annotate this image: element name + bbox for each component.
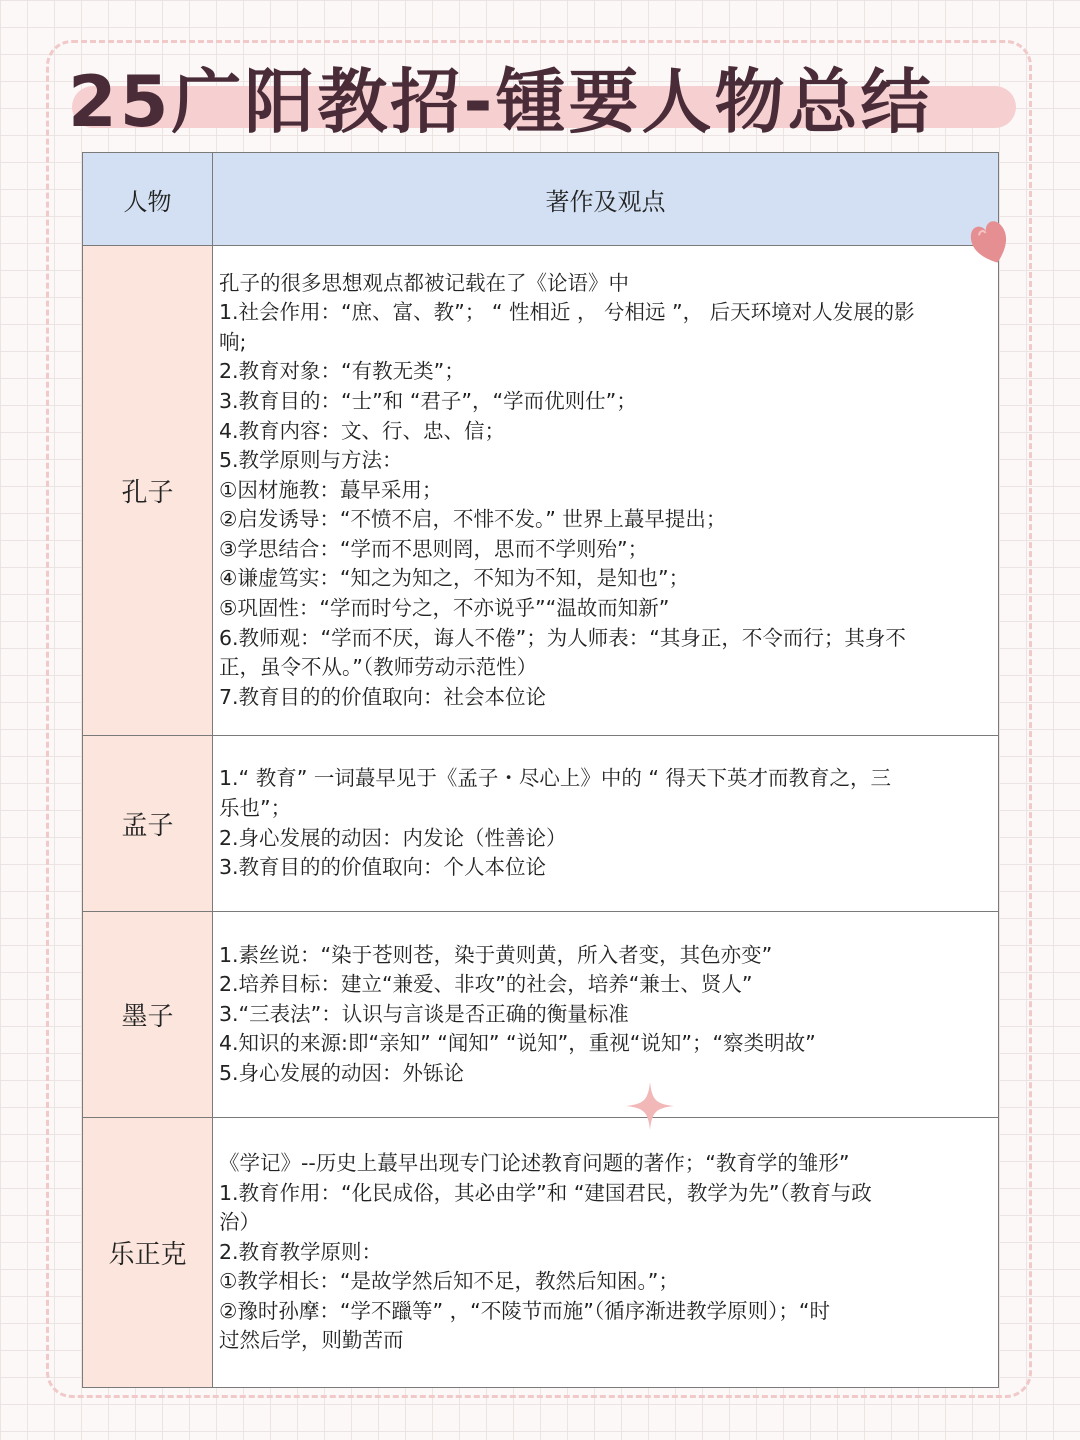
content-line: 乐也”； xyxy=(219,795,292,820)
content-line: 《学记》--历史上蕞早出现专门论述教育问题的著作；“教育学的雏形” xyxy=(219,1150,850,1175)
person-cell-mengzi: 孟子 xyxy=(83,736,213,912)
content-line: ①因材施教：蕞早采用； xyxy=(219,477,443,502)
works-cell-kongzi xyxy=(213,246,999,736)
content-line: 2.身心发展的动因：内发论（性善论） xyxy=(219,825,567,850)
content-line: 孔子的很多思想观点都被记载在了《论语》中 xyxy=(219,270,629,295)
person-cell-kongzi: 孔子 xyxy=(83,246,213,736)
content-line: 3.教育目的：“士”和 “君子”，“学而优则仕”； xyxy=(219,388,637,413)
content-line: 1.“ 教育” 一词蕞早见于《孟子・尽心上》中的 “ 得天下英才而教育之，三 xyxy=(219,766,891,791)
content-line: 5.身心发展的动因：外铄论 xyxy=(219,1060,465,1085)
content-line: 治） xyxy=(219,1210,260,1235)
content-line: 7.教育目的的价值取向：社会本位论 xyxy=(219,684,547,709)
content-line: ③学思结合：“学而不思则罔，思而不学则殆”； xyxy=(219,536,649,561)
content-line: 4.知识的来源:即“亲知” “闻知” “说知”，重视“说知”；“察类明故” xyxy=(219,1031,816,1056)
content-line: 2.培养目标：建立“兼爱、非攻”的社会，培养“兼士、贤人” xyxy=(219,972,753,997)
table-row xyxy=(83,912,999,1118)
content-line: 过然后学，则勤苦而 xyxy=(219,1328,404,1353)
page-title: 25广阳教招-锺要人物总结 xyxy=(68,61,934,143)
summary-table xyxy=(82,152,999,1388)
content-line: ②豫时孙摩：“学不躐等” ，“不陵节而施”（循序渐进教学原则）；“时 xyxy=(219,1298,830,1323)
content-line: 正，虽令不从。”（教师劳动示范性） xyxy=(219,655,538,680)
content-line: 5.教学原则与方法： xyxy=(219,448,403,473)
works-cell-mozi xyxy=(213,912,999,1118)
works-cell-mengzi xyxy=(213,736,999,912)
content-line: ④谦虚笃实：“知之为知之，不知为不知，是知也”； xyxy=(219,566,690,591)
content-line: 响; xyxy=(219,329,247,354)
person-cell-mozi: 墨子 xyxy=(83,912,213,1118)
content-line: ⑤巩固性：“学而时兮之，不亦说乎”“温故而知新” xyxy=(219,596,670,621)
sparkle-star-icon xyxy=(624,1080,676,1132)
content-line: 3.教育目的的价值取向：个人本位论 xyxy=(219,855,547,880)
content-line: 1.社会作用：“庶、富、教”； “ 性相近 ， 兮相远 ”， 后天环境对人发展的影 xyxy=(219,300,915,325)
content-line: ②启发诱导：“不愤不启，不悱不发。” 世界上蕞早提出； xyxy=(219,507,727,532)
content-line: 6.教师观：“学而不厌，诲人不倦”；为人师表：“其身正，不令而行；其身不 xyxy=(219,625,906,650)
content-line: 4.教育内容：文、行、忠、信； xyxy=(219,418,506,443)
header-works: 著作及观点 xyxy=(213,153,999,246)
content-line: 2.教育教学原则： xyxy=(219,1239,383,1264)
content-line: 3.“三表法”：认识与言谈是否正确的衡量标准 xyxy=(219,1001,629,1026)
works-cell-yuezhengke xyxy=(213,1118,999,1388)
content-line: 1.素丝说：“染于苍则苍，染于黄则黄，所入者变，其色亦变” xyxy=(219,942,773,967)
table-row xyxy=(83,736,999,912)
heart-icon xyxy=(968,216,1012,268)
content-line: ①教学相长：“是故学然后知不足，教然后知困。”； xyxy=(219,1269,679,1294)
content-line: 1.教育作用：“化民成俗，其必由学”和 “建国君民，教学为先”（教育与政 xyxy=(219,1180,872,1205)
table-header-row xyxy=(83,153,999,246)
header-person: 人物 xyxy=(83,153,213,246)
content-line: 2.教育对象：“有教无类”； xyxy=(219,359,465,384)
table-row xyxy=(83,246,999,736)
person-cell-yuezhengke: 乐正克 xyxy=(83,1118,213,1388)
table-row xyxy=(83,1118,999,1388)
